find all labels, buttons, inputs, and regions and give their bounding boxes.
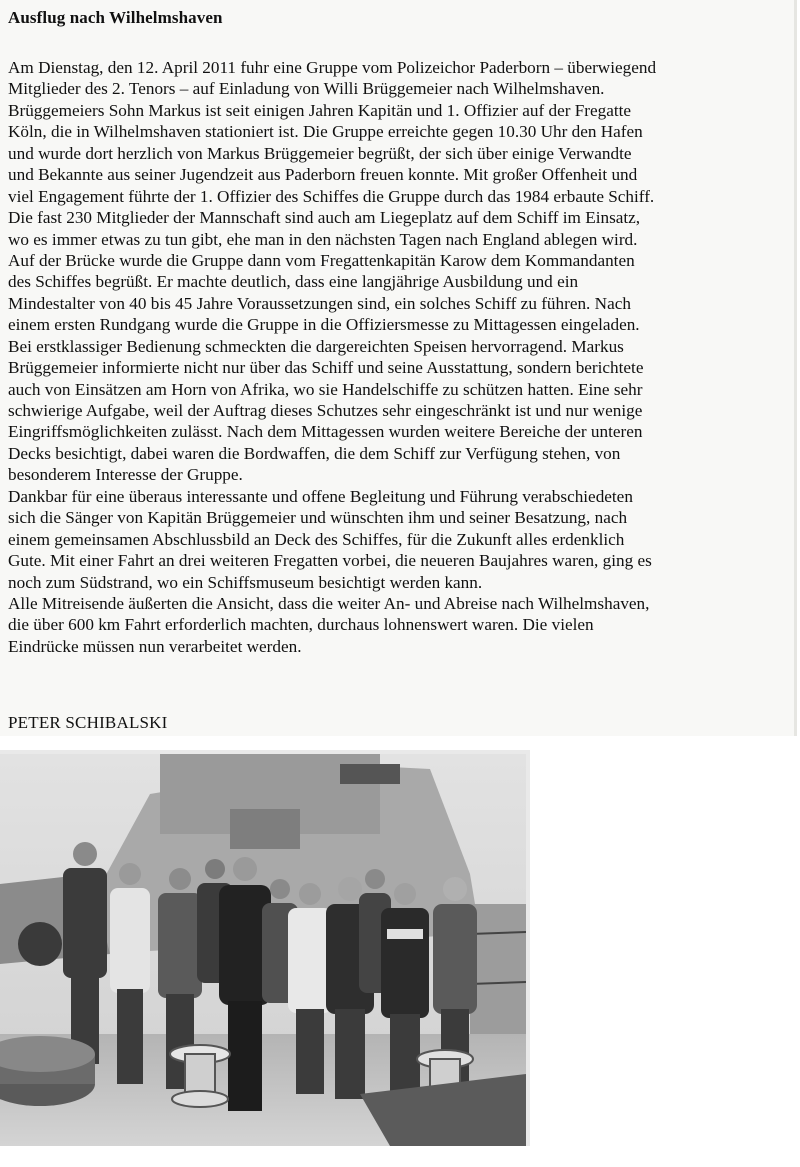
article-line: sich die Sänger von Kapitän Brüggemeier und wünschten ihm und seiner Besatzung, nach <box>8 508 628 528</box>
article-line: Bei erstklassiger Bedienung schmeckten die dargereichten Speisen hervorragend. Markus <box>8 336 624 356</box>
group-photo <box>0 750 530 1146</box>
article-line: die über 600 km Fahrt erforderlich machten, durchaus lohnenswert waren. Die vielen <box>8 615 594 635</box>
group-photo-image <box>0 754 526 1146</box>
article-line: Dankbar für eine überaus interessante und offene Begleitung und Führung verabschiedeten <box>8 486 633 506</box>
article-title: Ausflug nach Wilhelmshaven <box>8 8 223 27</box>
article-line: Auf der Brücke wurde die Gruppe dann vom Fregattenkapitän Karow dem Kommandanten <box>8 250 635 270</box>
article-line: und Bekannte aus seiner Jugendzeit aus Paderborn freuen konnte. Mit großer Offenheit und <box>8 165 638 185</box>
article-line: Eingriffsmöglichkeiten zulässt. Nach dem Mittagessen wurden weitere Bereiche der unteren <box>8 422 643 442</box>
article-line: wo es immer etwas zu tun gibt, ehe man in den nächsten Tagen nach England ablegen wird. <box>8 229 638 249</box>
article-line: des Schiffes begrüßt. Er machte deutlich, dass eine langjährige Ausbildung und ein <box>8 272 579 292</box>
article-line: Brüggemeier informierte nicht nur über das Schiff und seine Ausstattung, sondern berichtete <box>8 358 644 378</box>
article-line: schwierige Aufgabe, weil der Auftrag dieses Schutzes sehr eingeschränkt ist und nur wenige <box>8 401 643 420</box>
article-line: Am Dienstag, den 12. April 2011 fuhr eine Gruppe vom Polizeichor Paderborn – überwiegend <box>8 58 657 77</box>
article-line: Eindrücke müssen nun verarbeitet werden. <box>8 636 302 656</box>
article-line: Köln, die in Wilhelmshaven stationiert ist. Die Gruppe erreichte gegen 10.30 Uhr den Hafen <box>8 122 643 142</box>
article-author: PETER SCHIBALSKI <box>8 713 168 732</box>
article-line: Brüggemeiers Sohn Markus ist seit einigen Jahren Kapitän und 1. Offizier auf der Fregatte <box>8 100 632 120</box>
article-line: Alle Mitreisende äußerten die Ansicht, dass die weiter An- und Abreise nach Wilhelmshaven, <box>8 593 650 613</box>
article-body <box>8 57 798 657</box>
article-line: einem ersten Rundgang wurde die Gruppe in die Offiziersmesse zu Mittagessen eingeladen. <box>8 315 640 335</box>
article-line: viel Engagement führte der 1. Offizier des Schiffes die Gruppe durch das 1984 erbaute Schiff. <box>8 186 655 206</box>
article-line: noch zum Südstrand, wo ein Schiffsmuseum besichtigt werden kann. <box>8 572 483 592</box>
article-line: Mitglieder des 2. Tenors – auf Einladung von Willi Brüggemeier nach Wilhelmshaven. <box>8 79 605 99</box>
article-line: einem gemeinsamen Abschlussbild an Deck des Schiffes, für die Zukunft alles erdenklich <box>8 529 625 549</box>
article-line: Decks besichtigt, dabei waren die Bordwaffen, die dem Schiff zur Verfügung stehen, von <box>8 443 621 463</box>
article-line: besonderem Interesse der Gruppe. <box>8 465 243 485</box>
article-line: auch von Einsätzen am Horn von Afrika, wo sie Handelschiffe zu schützen hatten. Eine sehr <box>8 379 643 399</box>
article-line: Gute. Mit einer Fahrt an drei weiteren Fregatten vorbei, die neueren Baujahres waren, ging es <box>8 551 652 571</box>
article-line: und wurde dort herzlich von Markus Brüggemeier begrüßt, der sich über einige Verwandte <box>8 143 632 163</box>
article-line: Mindestalter von 40 bis 45 Jahre Voraussetzungen sind, ein solches Schiff zu führen. Nach <box>8 293 631 313</box>
article-line: Die fast 230 Mitglieder der Mannschaft sind auch am Liegeplatz auf dem Schiff im Einsatz, <box>8 208 641 228</box>
